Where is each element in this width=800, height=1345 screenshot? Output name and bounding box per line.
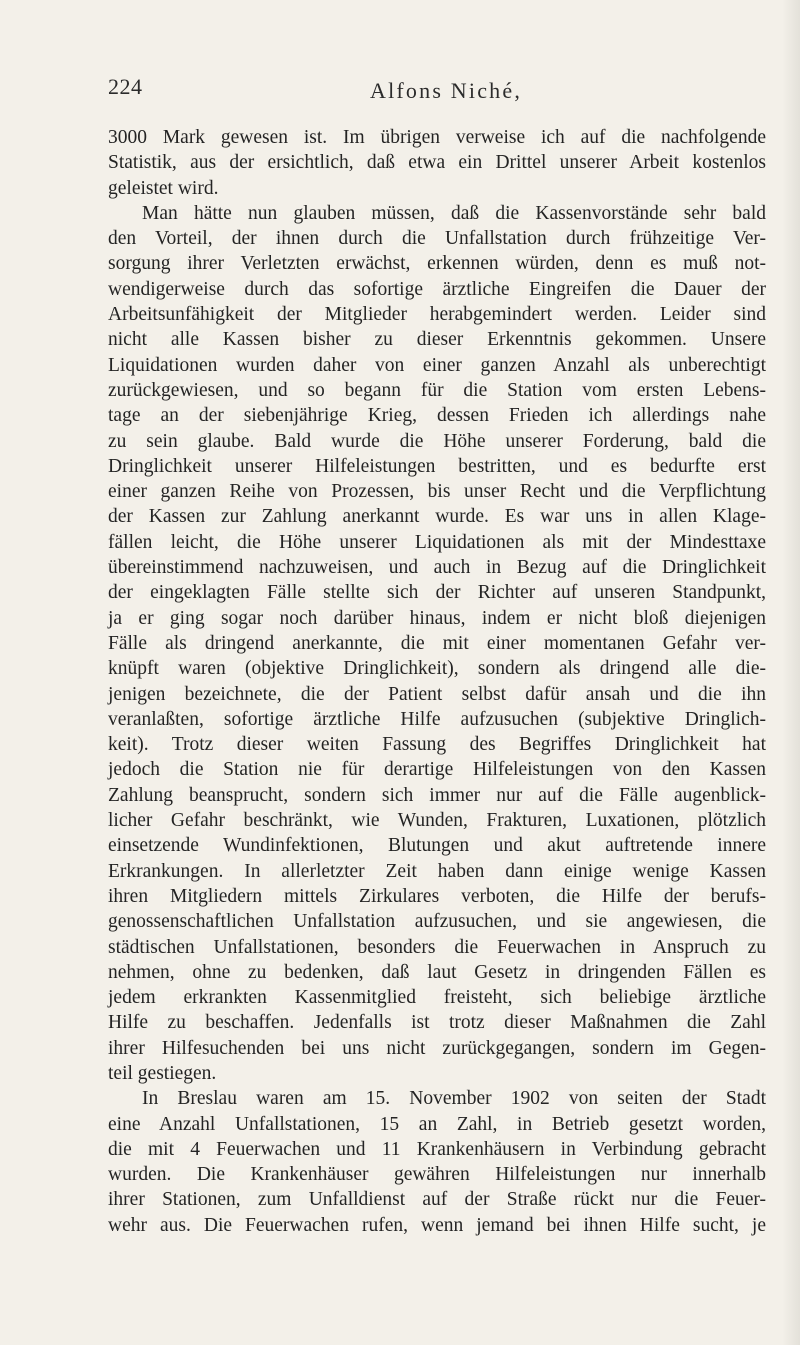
text-line: wurden. Die Krankenhäuser gewähren Hilfeleistungen nur innerhalb <box>108 1164 766 1186</box>
text-line: zu sein glaube. Bald wurde die Höhe unserer Forderung, bald die <box>108 430 766 452</box>
text-line: Arbeitsunfähigkeit der Mitglieder herabgemindert werden. Leider sind <box>108 304 766 326</box>
text-line: Man hätte nun glauben müssen, daß die Kassenvorstände sehr bald <box>142 202 766 224</box>
text-line: der eingeklagten Fälle stellte sich der Richter auf unseren Standpunkt, <box>108 582 766 604</box>
text-line: eine Anzahl Unfallstationen, 15 an Zahl, in Betrieb gesetzt worden, <box>108 1113 766 1135</box>
text-line: teil gestiegen. <box>108 1062 217 1084</box>
text-line: wendigerweise durch das sofortige ärztliche Eingreifen die Dauer der <box>108 278 766 300</box>
text-line: den Vorteil, der ihnen durch die Unfallstation durch frühzeitige Ver- <box>108 228 766 250</box>
text-line: veranlaßten, sofortige ärztliche Hilfe aufzusuchen (subjektive Dringlich- <box>108 708 766 730</box>
text-line: licher Gefahr beschränkt, wie Wunden, Frakturen, Luxationen, plötzlich <box>108 810 766 832</box>
running-head: Alfons Niché, <box>370 78 523 103</box>
text-line: übereinstimmend nachzuweisen, und auch in Bezug auf die Dringlichkeit <box>108 557 766 579</box>
text-line: nehmen, ohne zu bedenken, daß laut Gesetz in dringenden Fällen es <box>108 961 766 983</box>
text-line: In Breslau waren am 15. November 1902 von seiten der Stadt <box>142 1088 766 1110</box>
text-line: städtischen Unfallstationen, besonders die Feuerwachen in Anspruch zu <box>108 936 766 958</box>
text-line: ihrer Stationen, zum Unfalldienst auf der Straße rückt nur die Feuer- <box>108 1189 766 1211</box>
text-line: knüpft waren (objektive Dringlichkeit), sondern als dringend alle die- <box>108 658 766 680</box>
page-edge-shadow <box>782 0 800 1345</box>
page-number: 224 <box>108 74 143 99</box>
text-line: keit). Trotz dieser weiten Fassung des Begriffes Dringlichkeit hat <box>108 734 766 756</box>
text-line: tage an der siebenjährige Krieg, dessen Frieden ich allerdings nahe <box>108 405 766 427</box>
page-header <box>108 72 668 106</box>
text-line: einsetzende Wundinfektionen, Blutungen und akut auftretende innere <box>108 835 766 857</box>
text-line: ihren Mitgliedern mittels Zirkulares verboten, die Hilfe der berufs- <box>108 885 766 907</box>
text-line: Hilfe zu beschaffen. Jedenfalls ist trotz dieser Maßnahmen die Zahl <box>108 1012 766 1034</box>
text-line: fällen leicht, die Höhe unserer Liquidationen als mit der Mindesttaxe <box>108 531 766 553</box>
text-line: einer ganzen Reihe von Prozessen, bis unser Recht und die Verpflichtung <box>108 481 766 503</box>
text-line: genossenschaftlichen Unfallstation aufzusuchen, und sie angewiesen, die <box>108 911 766 933</box>
text-line: geleistet wird. <box>108 177 219 199</box>
text-line: die mit 4 Feuerwachen und 11 Krankenhäusern in Verbindung gebracht <box>108 1138 766 1160</box>
text-line: Dringlichkeit unserer Hilfeleistungen bestritten, und es bedurfte erst <box>108 455 766 477</box>
text-line: 3000 Mark gewesen ist. Im übrigen verweise ich auf die nachfolgende <box>108 127 766 148</box>
body-text <box>108 125 766 1238</box>
text-line: ihrer Hilfesuchenden bei uns nicht zurückgegangen, sondern im Gegen- <box>108 1037 766 1059</box>
text-line: jedem erkrankten Kassenmitglied freisteht, sich beliebige ärztliche <box>108 987 766 1009</box>
text-line: der Kassen zur Zahlung anerkannt wurde. Es war uns in allen Klage- <box>108 506 766 528</box>
text-line: sorgung ihrer Verletzten erwächst, erkennen würden, denn es muß not- <box>108 253 766 275</box>
text-line: wehr aus. Die Feuerwachen rufen, wenn jemand bei ihnen Hilfe sucht, je <box>108 1214 766 1236</box>
text-line: ja er ging sogar noch darüber hinaus, indem er nicht bloß diejenigen <box>108 607 766 629</box>
text-line: jenigen bezeichnete, die der Patient selbst dafür ansah und die ihn <box>108 683 766 705</box>
text-line: Statistik, aus der ersichtlich, daß etwa ein Drittel unserer Arbeit kostenlos <box>108 152 766 174</box>
text-line: zurückgewiesen, und so begann für die Station vom ersten Lebens- <box>108 379 766 401</box>
text-line: Fälle als dringend anerkannte, die mit einer momentanen Gefahr ver- <box>108 632 766 654</box>
text-line: Zahlung beansprucht, sondern sich immer nur auf die Fälle augenblick- <box>108 784 766 806</box>
text-line: nicht alle Kassen bisher zu dieser Erkenntnis gekommen. Unsere <box>108 329 766 351</box>
text-line: Erkrankungen. In allerletzter Zeit haben dann einige wenige Kassen <box>108 860 766 882</box>
text-line: Liquidationen wurden daher von einer ganzen Anzahl als unberechtigt <box>108 354 766 376</box>
text-line: jedoch die Station nie für derartige Hilfeleistungen von den Kassen <box>108 759 766 781</box>
